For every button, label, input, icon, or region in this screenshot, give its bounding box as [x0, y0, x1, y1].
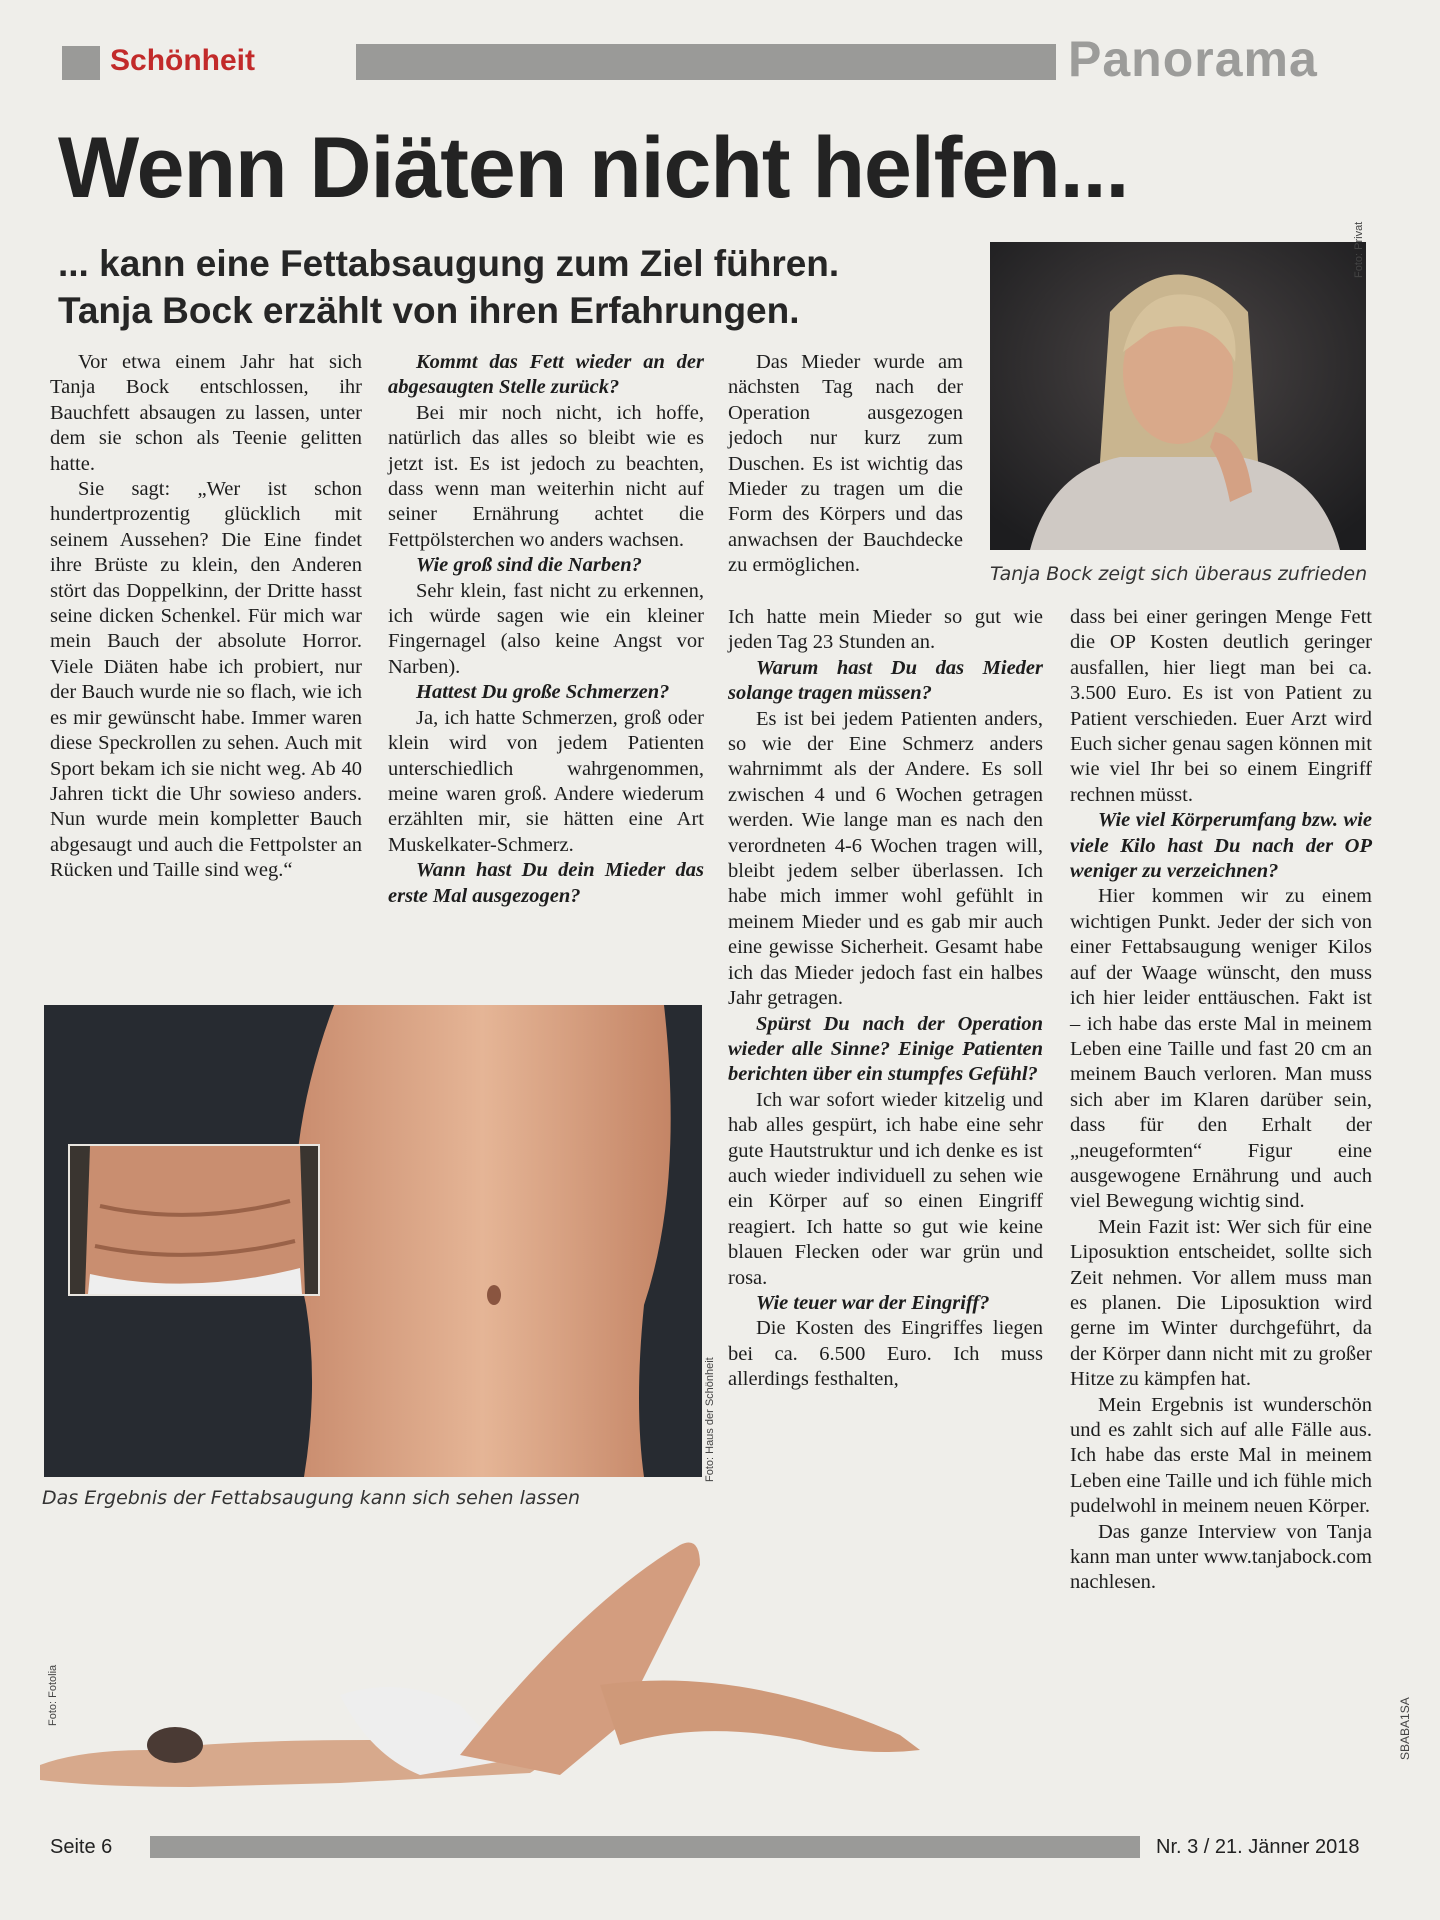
paragraph: Ich war sofort wieder kitzelig und hab alles gespürt, ich habe eine sehr gute Hautstruktur und ich denke es ist auch wieder individuell zu sehen wie ein Körper auf so einen Eingriff reagiert. Ich hatte so gut wie keine blauen Flecken oder war grün und rosa. [728, 1088, 1043, 1289]
article-column-3 [728, 605, 1043, 1393]
result-photo-credit: Foto: Haus der Schönheit [704, 1357, 716, 1482]
paragraph: Es ist bei jedem Patienten anders, so wie der Eine Schmerz anders wahrnimmt als der Andere. Es soll zwischen 4 und 6 Wochen getragen werden. Wie lange man es nach den verordneten 4-6 Wochen tragen will, bleibt jedem selber überlassen. Ich habe mich immer wohl gefühlt in meinem Mieder und es gab mir auch eine gewisse Sicherheit. Gesamt habe ich das Mieder jedoch fast ein halbes Jahr getragen. [728, 707, 1043, 1010]
before-photo-inset [68, 1144, 320, 1296]
paragraph: Ich hatte mein Mieder so gut wie jeden Tag 23 Stunden an. [728, 606, 1043, 654]
subheadline-line-2: Tanja Bock erzählt von ihren Erfahrungen. [58, 290, 800, 331]
before-torso-illustration [70, 1146, 318, 1294]
paragraph: Vor etwa einem Jahr hat sich Tanja Bock entschlossen, ihr Bauchfett absaugen zu lassen, unter dem sie schon als Teenie gelitten hatte. [50, 351, 362, 475]
interview-question: Spürst Du nach der Operation wieder alle Sinne? Einige Patienten berichten über ein stumpfes Gefühl? [728, 1012, 1043, 1086]
section-rubric: Schönheit [110, 44, 256, 77]
woman-illustration [40, 1525, 1050, 1800]
print-code: SBABA1SA [1398, 1697, 1412, 1760]
paragraph: Das Mieder wurde am nächsten Tag nach der Operation ausgezogen jedoch nur kurz zum Duschen. Es ist wichtig das Mieder zu tragen um die Form des Körpers und das anwachsen der Bauchdecke zu ermöglichen. [728, 351, 963, 577]
paragraph: Sehr klein, fast nicht zu erkennen, ich würde sagen wie ein kleiner Fingernagel (also keine Angst vor Narben). [388, 579, 704, 678]
portrait-photo [990, 242, 1366, 550]
interview-question: Wann hast Du dein Mieder das erste Mal ausgezogen? [388, 859, 704, 907]
paragraph: Die Kosten des Eingriffes liegen bei ca. 6.500 Euro. Ich muss allerdings festhalten, [728, 1317, 1043, 1391]
header-bar-left [62, 46, 100, 80]
paragraph: Mein Fazit ist: Wer sich für eine Liposuktion entscheidet, sollte sich Zeit nehmen. Vor allem muss man es planen. Die Liposuktion wird gerne im Winter durchgeführt, da der Körper dann nicht mit zu großer Hitze zu kämpfen hat. [1070, 1215, 1372, 1391]
article-column-2 [388, 350, 704, 909]
paragraph: Mein Ergebnis ist wunderschön und es zahlt sich auf alle Fälle aus. Ich habe das erste Mal in meinem Leben eine Taille und ich fühle mich pudelwohl in meinem neuen Körper. [1070, 1393, 1372, 1518]
footer-bar [150, 1836, 1140, 1858]
paragraph: Hier kommen wir zu einem wichtigen Punkt. Jeder der sich von einer Fettabsaugung weniger Kilos auf der Waage wünscht, den muss ich hier leider enttäuschen. Fakt ist – ich habe das erste Mal in meinem Leben eine Taille und fast 20 cm an meinem Bauch verloren. Man muss sich aber im Klaren darüber sein, dass für den Erhalt der „neugeformten“ Figur eine ausgewogene Ernährung und auch viel Bewegung wichtig sind. [1070, 885, 1372, 1213]
issue-date: Nr. 3 / 21. Jänner 2018 [1156, 1836, 1360, 1858]
article-headline: Wenn Diäten nicht helfen... [58, 120, 1129, 216]
article-column-3-top [728, 350, 963, 579]
result-photo-caption: Das Ergebnis der Fettabsaugung kann sich sehen lassen [42, 1487, 581, 1509]
portrait-credit: Foto: Privat [1353, 221, 1365, 278]
section-title: Panorama [1068, 31, 1318, 87]
woman-photo-credit: Foto: Fotolia [47, 1664, 59, 1726]
interview-question: Hattest Du große Schmerzen? [416, 681, 670, 704]
header-bar-long [356, 44, 1056, 80]
interview-question: Wie viel Körperumfang bzw. wie viele Kilo hast Du nach der OP weniger zu verzeichnen? [1070, 809, 1372, 883]
subheadline-line-1: ... kann eine Fettabsaugung zum Ziel führen. [58, 243, 840, 284]
interview-question: Warum hast Du das Mieder solange tragen müssen? [728, 656, 1043, 705]
interview-question: Wie teuer war der Eingriff? [756, 1291, 990, 1314]
page-number: Seite 6 [50, 1836, 113, 1858]
article-subheadline [58, 240, 988, 334]
woman-photo [40, 1525, 1050, 1800]
portrait-caption: Tanja Bock zeigt sich überaus zufrieden [990, 563, 1368, 585]
paragraph: dass bei einer geringen Menge Fett die OP Kosten deutlich geringer ausfallen, hier liegt man bei ca. 3.500 Euro. Es ist von Patient zu Patient verschieden. Euer Arzt wird Euch sicher genau sagen können mit wie viel Ihr bei so einem Eingriff rechnen müsst. [1070, 606, 1372, 806]
paragraph: Ja, ich hatte Schmerzen, groß oder klein wird von jedem Patienten unterschiedlich wahrgenommen, meine waren groß. Andere wiederum erzählten mir, sie hätten eine Art Muskelkater-Schmerz. [388, 706, 704, 856]
paragraph: Das ganze Interview von Tanja kann man unter www.tanjabock.com nachlesen. [1070, 1520, 1372, 1594]
portrait-illustration [990, 242, 1366, 550]
paragraph: Sie sagt: „Wer ist schon hundertprozentig glücklich mit seinem Aussehen? Die Eine findet ihre Brüste zu klein, den Anderen stört das Doppelkinn, der Dritte hasst seine dicken Schenkel. Für mich war mein Bauch der absolute Horror. Viele Diäten habe ich probiert, nur der Bauch wurde nie so flach, wie ich es mir gewünscht habe. Immer waren diese Speckrollen zu sehen. Auch mit Sport bekam ich sie nicht weg. Ab 40 Jahren tickt die Uhr sowieso anders. Nun wurde mein kompletter Bauch abgesaugt und auch die Fettpolster an Rücken und Taille sind weg.“ [50, 478, 362, 882]
interview-question: Wie groß sind die Narben? [416, 554, 642, 577]
article-column-4 [1070, 605, 1372, 1596]
paragraph: Bei mir noch nicht, ich hoffe, natürlich das alles so bleibt wie es jetzt ist. Es ist jedoch zu beachten, dass wenn man weiterhin nicht auf seiner Ernährung achtet die Fettpölsterchen wo anders wachsen. [388, 401, 704, 551]
interview-question: Kommt das Fett wieder an der abgesaugten Stelle zurück? [388, 351, 704, 399]
article-column-1 [50, 350, 362, 884]
